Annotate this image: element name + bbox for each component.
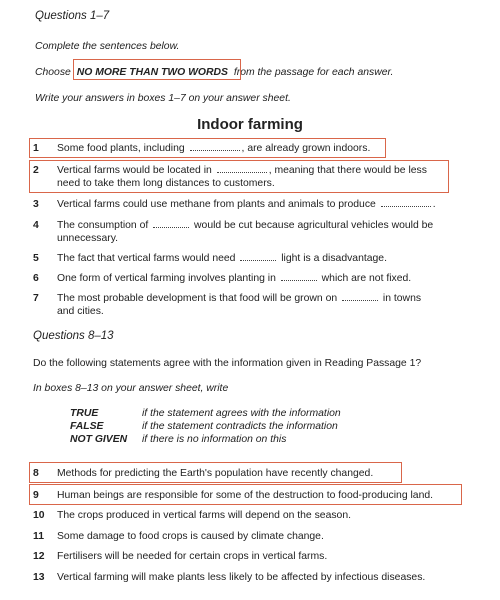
question-4-text [57, 219, 457, 232]
highlight-box-word-limit [73, 59, 241, 80]
statement-number: 8 [33, 468, 39, 479]
statement-12-text: Fertilisers will be needed for certain crops in vertical farms. [57, 551, 328, 562]
question-5-text [57, 252, 457, 265]
answer-blank [217, 164, 267, 173]
question-text-post: in towns [382, 293, 422, 304]
question-number: 6 [33, 273, 39, 284]
instruction-choose-pre: Choose [35, 67, 71, 78]
answer-blank [190, 142, 240, 151]
section2-heading: Questions 8–13 [33, 330, 114, 342]
question-text-pre: One form of vertical farming involves planting in [57, 273, 276, 284]
question-text-pre: Vertical farms would be located in [57, 165, 212, 176]
answer-blank [153, 219, 189, 228]
section1-heading: Questions 1–7 [35, 10, 110, 22]
key-term-true: TRUE [70, 408, 99, 419]
question-text-pre: Vertical farms could use methane from plants and animals to produce [57, 199, 376, 210]
statement-9-text: Human beings are responsible for some of the destruction to food-producing land. [57, 490, 434, 501]
question-6-text [57, 272, 457, 285]
statement-number: 10 [33, 510, 45, 521]
question-number: 3 [33, 199, 39, 210]
question-4-text-line2: unnecessary. [57, 233, 119, 244]
key-desc-false: if the statement contradicts the information [142, 421, 338, 432]
question-text-pre: Some food plants, including [57, 143, 185, 154]
question-text-pre: The most probable development is that food will be grown on [57, 293, 338, 304]
statement-8-text: Methods for predicting the Earth's population have recently changed. [57, 468, 374, 479]
question-number: 1 [33, 143, 39, 154]
section2-instruction-write: In boxes 8–13 on your answer sheet, write [33, 383, 229, 394]
question-number: 2 [33, 165, 39, 176]
question-text-post: , meaning that there would be less [268, 165, 427, 176]
answer-blank [240, 252, 276, 261]
answer-blank [381, 198, 431, 207]
statement-11-text: Some damage to food crops is caused by climate change. [57, 531, 324, 542]
statement-number: 11 [33, 531, 44, 542]
question-number: 4 [33, 220, 39, 231]
question-text-post: would be cut because agricultural vehicles would be [194, 220, 434, 231]
question-text-pre: The consumption of [57, 220, 149, 231]
question-7-text [57, 292, 457, 305]
key-term-false: FALSE [70, 421, 104, 432]
question-2-text-line2: need to take them long distances to customers. [57, 178, 275, 189]
section2-instruction-agree: Do the following statements agree with the information given in Reading Passage 1? [33, 358, 422, 369]
question-2-text [57, 164, 457, 177]
statement-number: 13 [33, 572, 45, 583]
answer-blank [281, 272, 317, 281]
question-number: 5 [33, 253, 39, 264]
statement-number: 12 [33, 551, 45, 562]
question-number: 7 [33, 293, 39, 304]
question-text-post: light is a disadvantage. [281, 253, 387, 264]
question-text-post: , are already grown indoors. [241, 143, 371, 154]
section1-instruction-answer-sheet: Write your answers in boxes 1–7 on your answer sheet. [35, 93, 291, 104]
question-1-text [57, 142, 457, 155]
answer-blank [342, 292, 378, 301]
question-7-text-line2: and cities. [57, 306, 104, 317]
question-text-post: which are not fixed. [321, 273, 412, 284]
instruction-word-limit: NO MORE THAN TWO WORDS [76, 67, 228, 78]
statement-number: 9 [33, 490, 39, 501]
key-desc-true: if the statement agrees with the information [142, 408, 341, 419]
key-desc-not-given: if there is no information on this [142, 434, 287, 445]
instruction-choose-post: from the passage for each answer. [233, 67, 394, 78]
question-text-post: . [432, 199, 436, 210]
statement-10-text: The crops produced in vertical farms will depend on the season. [57, 510, 351, 521]
question-text-pre: The fact that vertical farms would need [57, 253, 236, 264]
section1-instruction-complete: Complete the sentences below. [35, 41, 180, 52]
statement-13-text: Vertical farming will make plants less likely to be affected by infectious diseases. [57, 572, 426, 583]
passage-title: Indoor farming [197, 116, 303, 133]
question-3-text [57, 198, 457, 211]
key-term-not-given: NOT GIVEN [70, 434, 128, 445]
